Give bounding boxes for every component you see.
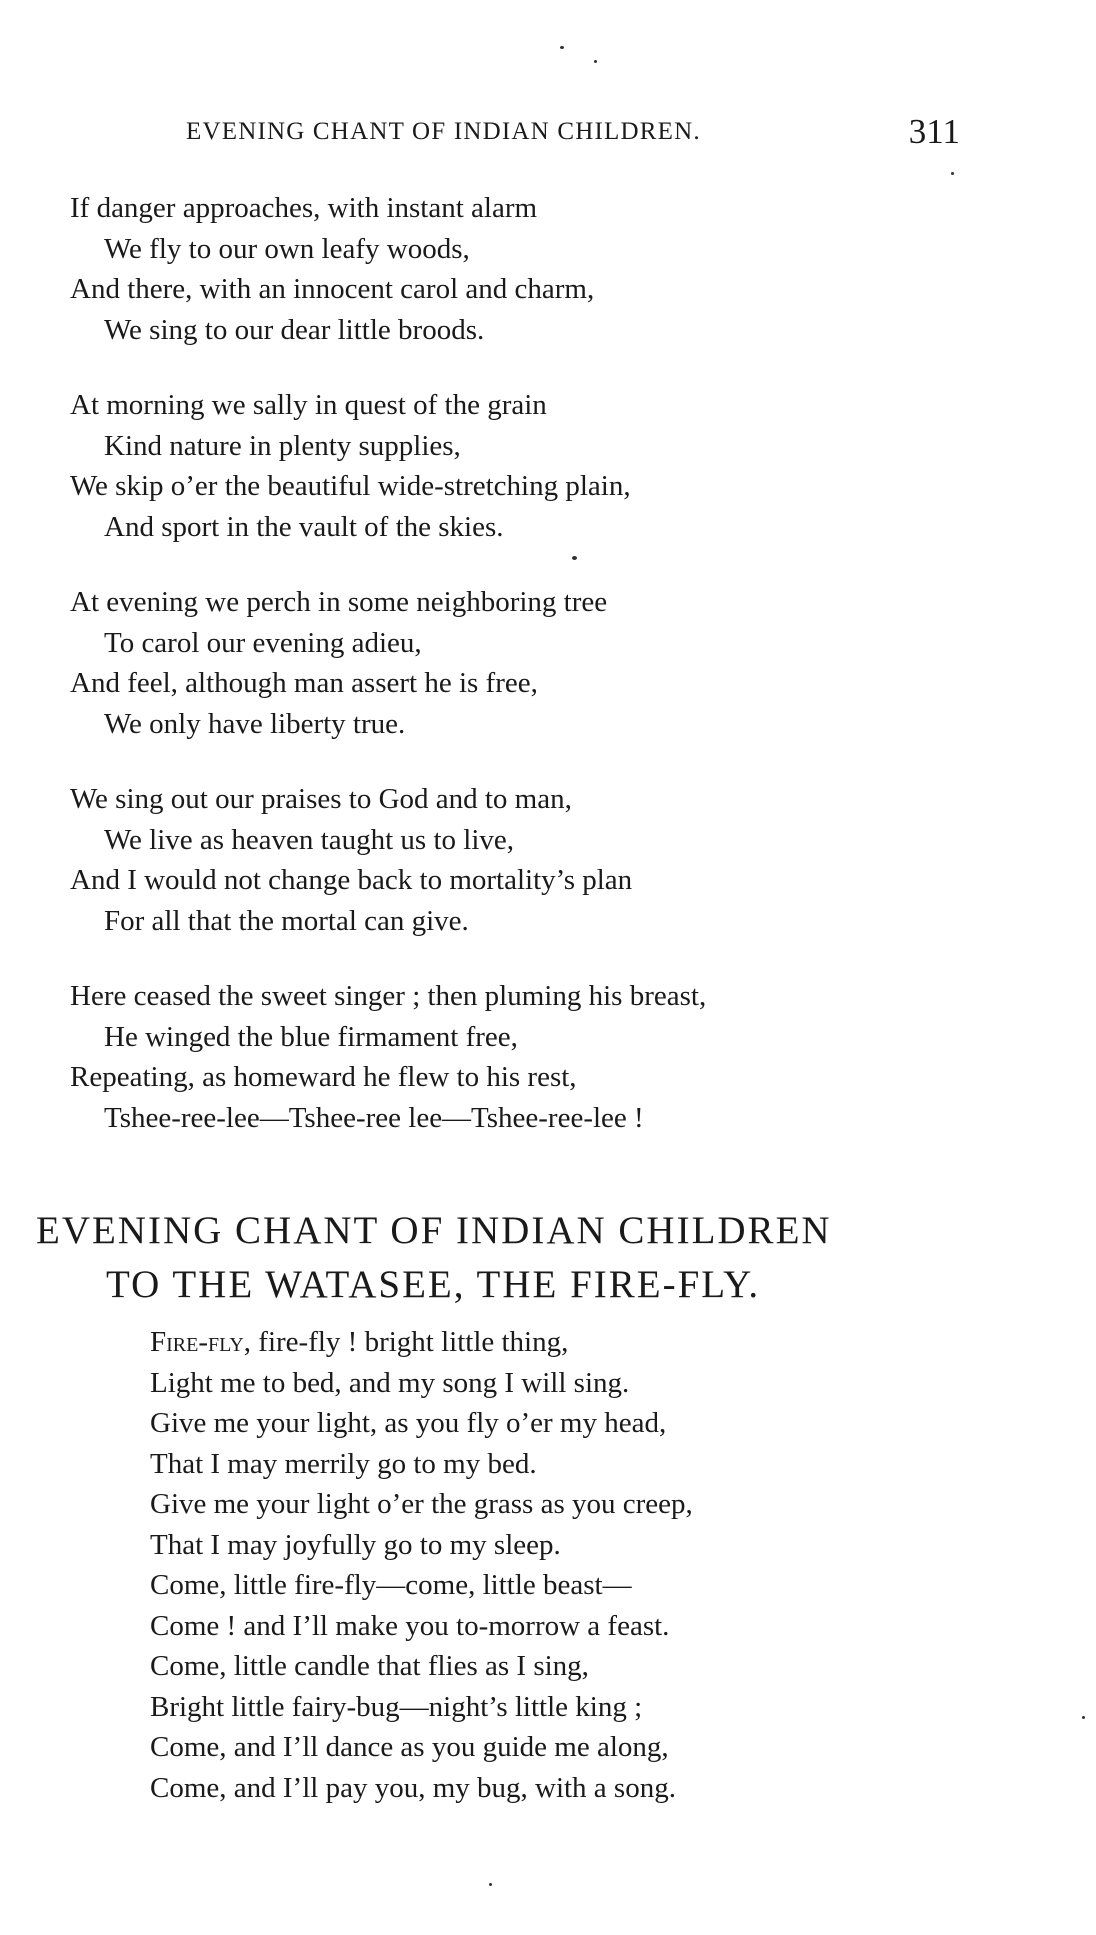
page-number: 311 xyxy=(908,112,960,151)
verse-line: Give me your light, as you fly o’er my head, xyxy=(150,1407,667,1439)
running-head xyxy=(180,112,960,156)
verse-line: Come, and I’ll pay you, my bug, with a song. xyxy=(150,1771,676,1804)
fire-fly-chant xyxy=(150,1322,1096,1808)
scan-speck xyxy=(560,46,564,49)
poem-continuation xyxy=(70,188,1070,1173)
verse-line: That I may merrily go to my bed. xyxy=(150,1447,537,1480)
verse-line: We sing to our dear little broods. xyxy=(104,313,485,346)
verse-line: We live as heaven taught us to live, xyxy=(104,823,514,856)
verse-line: At evening we perch in some neighboring tree xyxy=(70,586,608,618)
verse-line: And there, with an innocent carol and charm, xyxy=(70,273,595,305)
verse-line: Tshee-ree-lee—Tshee-ree lee—Tshee-ree-lee ! xyxy=(104,1101,644,1134)
stanza xyxy=(70,779,1070,941)
scan-speck xyxy=(951,172,954,175)
verse-line: If danger approaches, with instant alarm xyxy=(70,192,538,224)
stanza xyxy=(70,385,1070,547)
running-title: EVENING CHANT OF INDIAN CHILDREN. xyxy=(186,118,701,145)
verse-line: Here ceased the sweet singer ; then pluming his breast, xyxy=(70,980,707,1012)
verse-line: And feel, although man assert he is free, xyxy=(70,667,538,699)
verse-line xyxy=(150,1322,1096,1363)
verse-line: And sport in the vault of the skies. xyxy=(104,510,504,543)
verse-line: For all that the mortal can give. xyxy=(104,904,469,937)
stanza xyxy=(70,582,1070,744)
scan-speck xyxy=(594,60,597,63)
verse-line: Bright little fairy-bug—night’s little king ; xyxy=(150,1690,643,1723)
verse-line: Give me your light o’er the grass as you creep, xyxy=(150,1488,693,1520)
verse-line: He winged the blue firmament free, xyxy=(104,1020,518,1053)
verse-line: That I may joyfully go to my sleep. xyxy=(150,1528,561,1561)
verse-line: Come, little fire-fly—come, little beast— xyxy=(150,1569,632,1601)
verse-line: We only have liberty true. xyxy=(104,707,406,740)
verse-line: At morning we sally in quest of the grain xyxy=(70,389,547,421)
verse-line-rest: fire-fly ! bright little thing, xyxy=(251,1326,569,1358)
verse-line: Repeating, as homeward he flew to his rest, xyxy=(70,1061,577,1093)
stanza xyxy=(70,188,1070,350)
verse-line: We fly to our own leafy woods, xyxy=(104,232,470,265)
verse-line: We skip o’er the beautiful wide-stretching plain, xyxy=(70,470,631,502)
verse-line: Come, little candle that flies as I sing, xyxy=(150,1650,589,1682)
stanza xyxy=(70,976,1070,1138)
section-title-line-2: TO THE WATASEE, THE FIRE-FLY. xyxy=(106,1263,761,1306)
section-title xyxy=(30,1204,1070,1312)
section-title-line-1: EVENING CHANT OF INDIAN CHILDREN xyxy=(36,1209,832,1252)
verse-line: Kind nature in plenty supplies, xyxy=(104,429,461,462)
verse-line: And I would not change back to mortality’s plan xyxy=(70,864,633,896)
verse-line: Come, and I’ll dance as you guide me along, xyxy=(150,1731,669,1763)
scan-speck xyxy=(489,1883,492,1886)
verse-line: Come ! and I’ll make you to-morrow a feast. xyxy=(150,1609,670,1642)
verse-line: To carol our evening adieu, xyxy=(104,626,422,659)
verse-line: Light me to bed, and my song I will sing. xyxy=(150,1366,630,1399)
opening-word: Fire-fly, xyxy=(150,1326,252,1358)
verse-line: We sing out our praises to God and to man, xyxy=(70,783,572,815)
